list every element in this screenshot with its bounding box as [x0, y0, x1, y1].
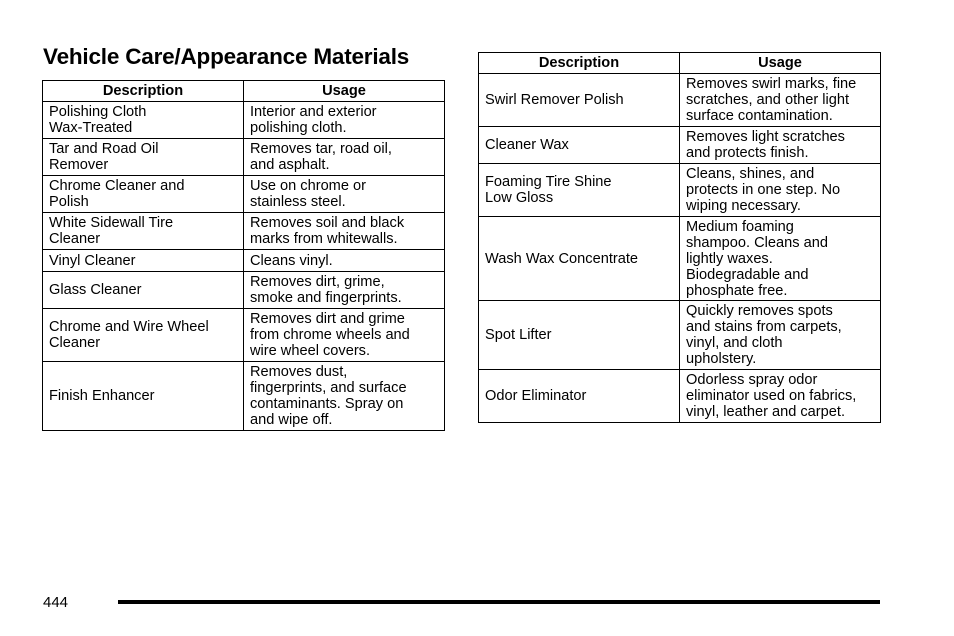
row-usage: Removes swirl marks, fine scratches, and other light surface contamination. — [680, 74, 881, 127]
row-usage: Removes dirt and grime from chrome wheels and wire wheel covers. — [244, 309, 445, 362]
row-description: Wash Wax Concentrate — [479, 217, 680, 301]
row-description: Foaming Tire Shine Low Gloss — [479, 164, 680, 217]
row-usage: Quickly removes spots and stains from carpets, vinyl, and cloth upholstery. — [680, 301, 881, 370]
table-row — [479, 127, 881, 164]
table-header-row — [43, 81, 445, 102]
row-description: Polishing Cloth Wax-Treated — [43, 102, 244, 139]
row-usage: Removes tar, road oil, and asphalt. — [244, 139, 445, 176]
row-description: Tar and Road Oil Remover — [43, 139, 244, 176]
table-row — [479, 217, 881, 301]
header-description: Description — [43, 81, 244, 102]
table-row — [43, 272, 445, 309]
row-usage: Interior and exterior polishing cloth. — [244, 102, 445, 139]
table-row — [43, 102, 445, 139]
table-row — [479, 301, 881, 370]
row-description: Chrome Cleaner and Polish — [43, 176, 244, 213]
care-materials-table-left — [42, 80, 445, 431]
footer-rule — [118, 600, 880, 604]
table-row — [43, 250, 445, 272]
row-usage: Removes soil and black marks from whitewalls. — [244, 213, 445, 250]
header-description: Description — [479, 53, 680, 74]
table-row — [43, 362, 445, 431]
row-description: Cleaner Wax — [479, 127, 680, 164]
row-description: Finish Enhancer — [43, 362, 244, 431]
row-description: Spot Lifter — [479, 301, 680, 370]
row-description: White Sidewall Tire Cleaner — [43, 213, 244, 250]
header-usage: Usage — [244, 81, 445, 102]
row-usage: Removes light scratches and protects finish. — [680, 127, 881, 164]
row-description: Odor Eliminator — [479, 370, 680, 423]
care-materials-table-right — [478, 52, 881, 423]
table-row — [479, 164, 881, 217]
row-usage: Medium foaming shampoo. Cleans and lightly waxes. Biodegradable and phosphate free. — [680, 217, 881, 301]
row-usage: Odorless spray odor eliminator used on fabrics, vinyl, leather and carpet. — [680, 370, 881, 423]
table-row — [479, 74, 881, 127]
table-row — [479, 370, 881, 423]
page-number: 444 — [43, 594, 69, 611]
row-usage: Use on chrome or stainless steel. — [244, 176, 445, 213]
table-row — [43, 309, 445, 362]
page-title: Vehicle Care/Appearance Materials — [43, 44, 410, 69]
row-description: Vinyl Cleaner — [43, 250, 244, 272]
table-header-row — [479, 53, 881, 74]
table-row — [43, 176, 445, 213]
row-description: Swirl Remover Polish — [479, 74, 680, 127]
header-usage: Usage — [680, 53, 881, 74]
row-usage: Removes dust, fingerprints, and surface contaminants. Spray on and wipe off. — [244, 362, 445, 431]
row-usage: Cleans vinyl. — [244, 250, 445, 272]
row-usage: Cleans, shines, and protects in one step. No wiping necessary. — [680, 164, 881, 217]
row-usage: Removes dirt, grime, smoke and fingerprints. — [244, 272, 445, 309]
table-row — [43, 213, 445, 250]
row-description: Glass Cleaner — [43, 272, 244, 309]
table-row — [43, 139, 445, 176]
row-description: Chrome and Wire Wheel Cleaner — [43, 309, 244, 362]
